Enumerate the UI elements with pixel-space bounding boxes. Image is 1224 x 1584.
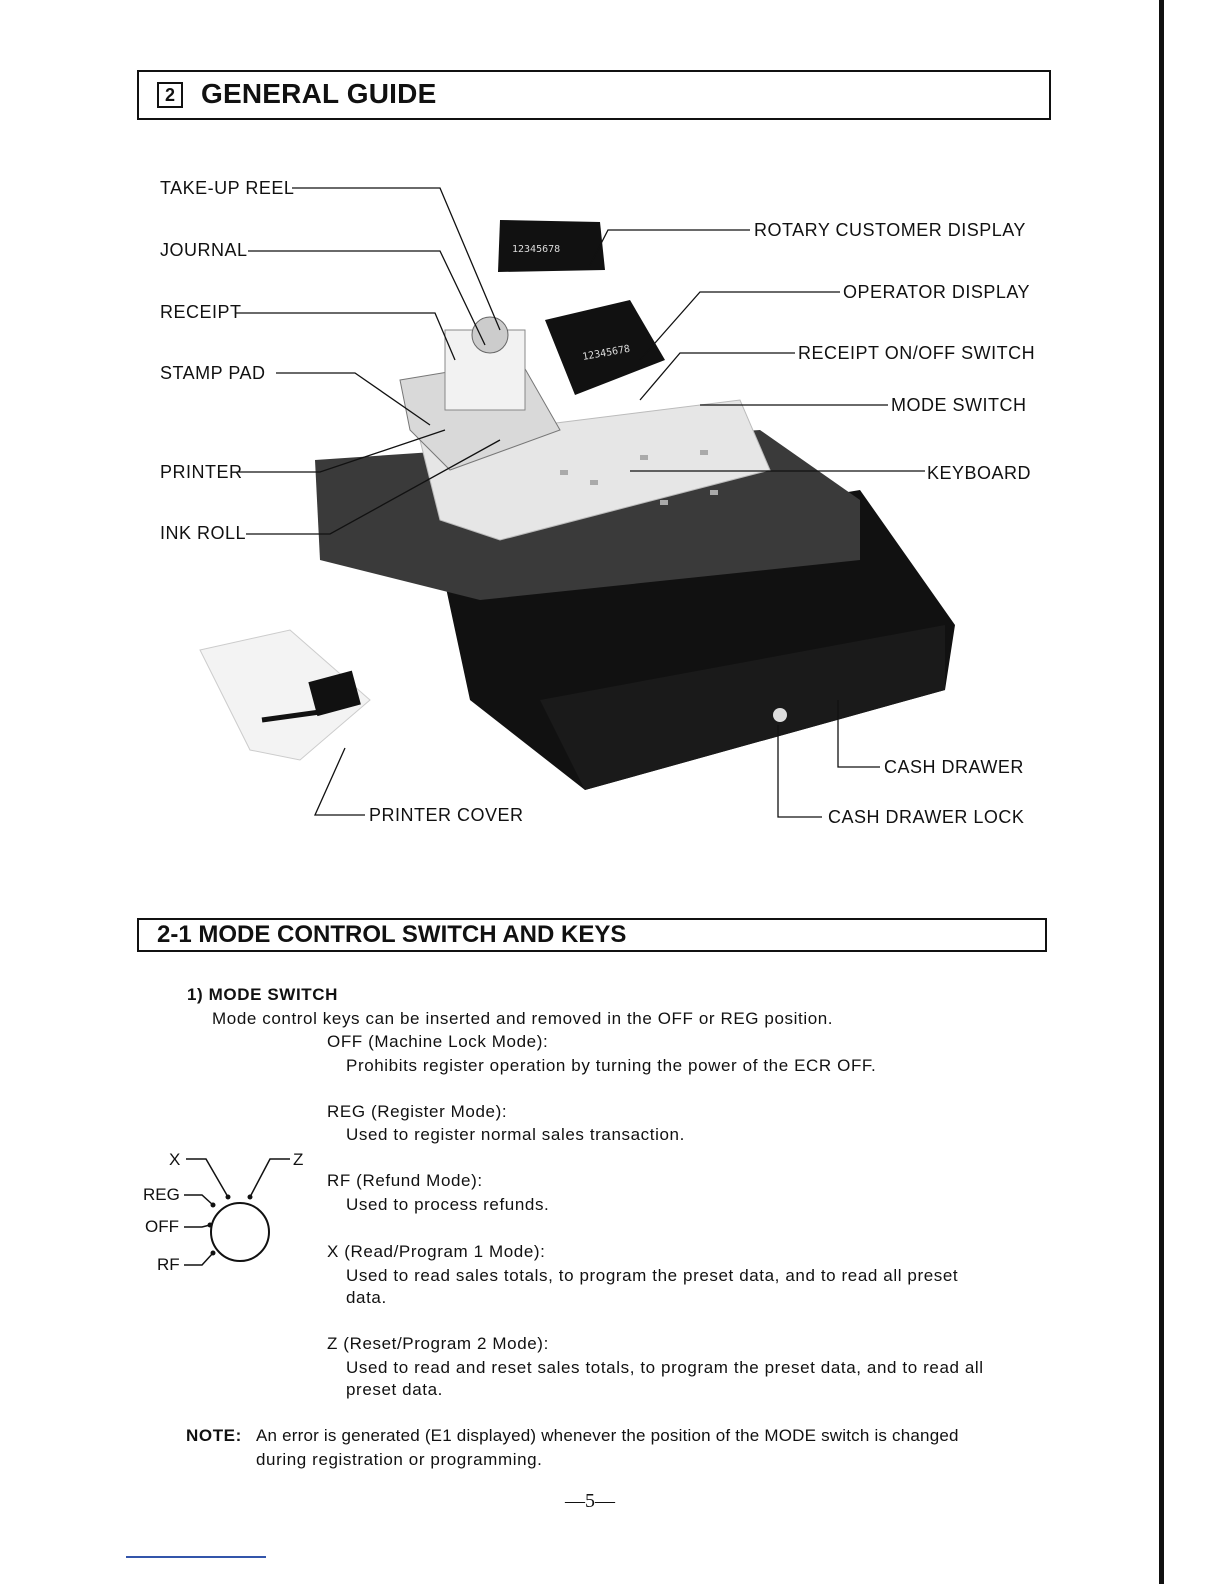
section-title: GENERAL GUIDE (201, 78, 437, 109)
mode-control-header (137, 918, 1047, 952)
note-line-1: An error is generated (E1 displayed) whenever the position of the MODE switch is changed (256, 1426, 959, 1445)
label-ink-roll: INK ROLL (160, 523, 247, 543)
label-mode-switch: MODE SWITCH (891, 395, 1027, 415)
label-cash-drawer: CASH DRAWER (884, 757, 1024, 777)
section-title: 2-1 MODE CONTROL SWITCH AND KEYS (157, 921, 627, 948)
operator-display-digits: 12345678 (581, 343, 631, 363)
dial-label-z: Z (293, 1150, 304, 1169)
mode-reg-name: REG (Register Mode): (327, 1102, 508, 1121)
customer-display-digits: 12345678 (512, 244, 561, 255)
mode-x-name: X (Read/Program 1 Mode): (327, 1242, 546, 1261)
label-keyboard: KEYBOARD (927, 463, 1032, 483)
mode-rf-name: RF (Refund Mode): (327, 1171, 483, 1190)
label-cash-drawer-lock: CASH DRAWER LOCK (828, 807, 1025, 827)
mode-off-desc: Prohibits register operation by turning the power of the ECR OFF. (346, 1056, 877, 1075)
mode-z-name: Z (Reset/Program 2 Mode): (327, 1334, 549, 1353)
dial-label-x: X (169, 1150, 181, 1169)
mode-off-name: OFF (Machine Lock Mode): (327, 1032, 549, 1051)
mode-dial-circle (211, 1203, 269, 1261)
note-line-2: during registration or programming. (256, 1450, 543, 1469)
drawer-lock-keyhole (773, 708, 787, 722)
page-number: —5— (565, 1490, 615, 1512)
label-printer-cover: PRINTER COVER (369, 805, 524, 825)
label-journal: JOURNAL (160, 240, 248, 260)
mode-x-desc-line1: Used to read sales totals, to program the preset data, and to read all preset (346, 1266, 959, 1285)
label-operator-display: OPERATOR DISPLAY (843, 282, 1031, 302)
mode-reg-desc: Used to register normal sales transaction. (346, 1125, 685, 1144)
note-label: NOTE: (186, 1426, 242, 1445)
mode-rf-desc: Used to process refunds. (346, 1195, 550, 1214)
label-receipt-on-off-switch: RECEIPT ON/OFF SWITCH (798, 343, 1036, 363)
label-printer: PRINTER (160, 462, 243, 482)
label-stamp-pad: STAMP PAD (160, 363, 266, 383)
subheading-mode-switch: 1) MODE SWITCH (187, 985, 339, 1004)
section-number-box: 2 (157, 82, 183, 108)
dial-label-off: OFF (145, 1217, 179, 1236)
mode-z-desc-line2: preset data. (346, 1380, 443, 1399)
label-receipt: RECEIPT (160, 302, 242, 322)
dial-label-reg: REG (143, 1185, 180, 1204)
mode-z-desc-line1: Used to read and reset sales totals, to program the preset data, and to read all (346, 1358, 984, 1377)
mode-intro-text: Mode control keys can be inserted and removed in the OFF or REG position. (212, 1009, 834, 1028)
mode-x-desc-line2: data. (346, 1288, 387, 1307)
label-rotary-customer-display: ROTARY CUSTOMER DISPLAY (754, 220, 1026, 240)
label-take-up-reel: TAKE-UP REEL (160, 178, 295, 198)
take-up-reel-shape (472, 317, 508, 353)
footer-line (126, 1556, 266, 1558)
dial-label-rf: RF (157, 1255, 180, 1274)
